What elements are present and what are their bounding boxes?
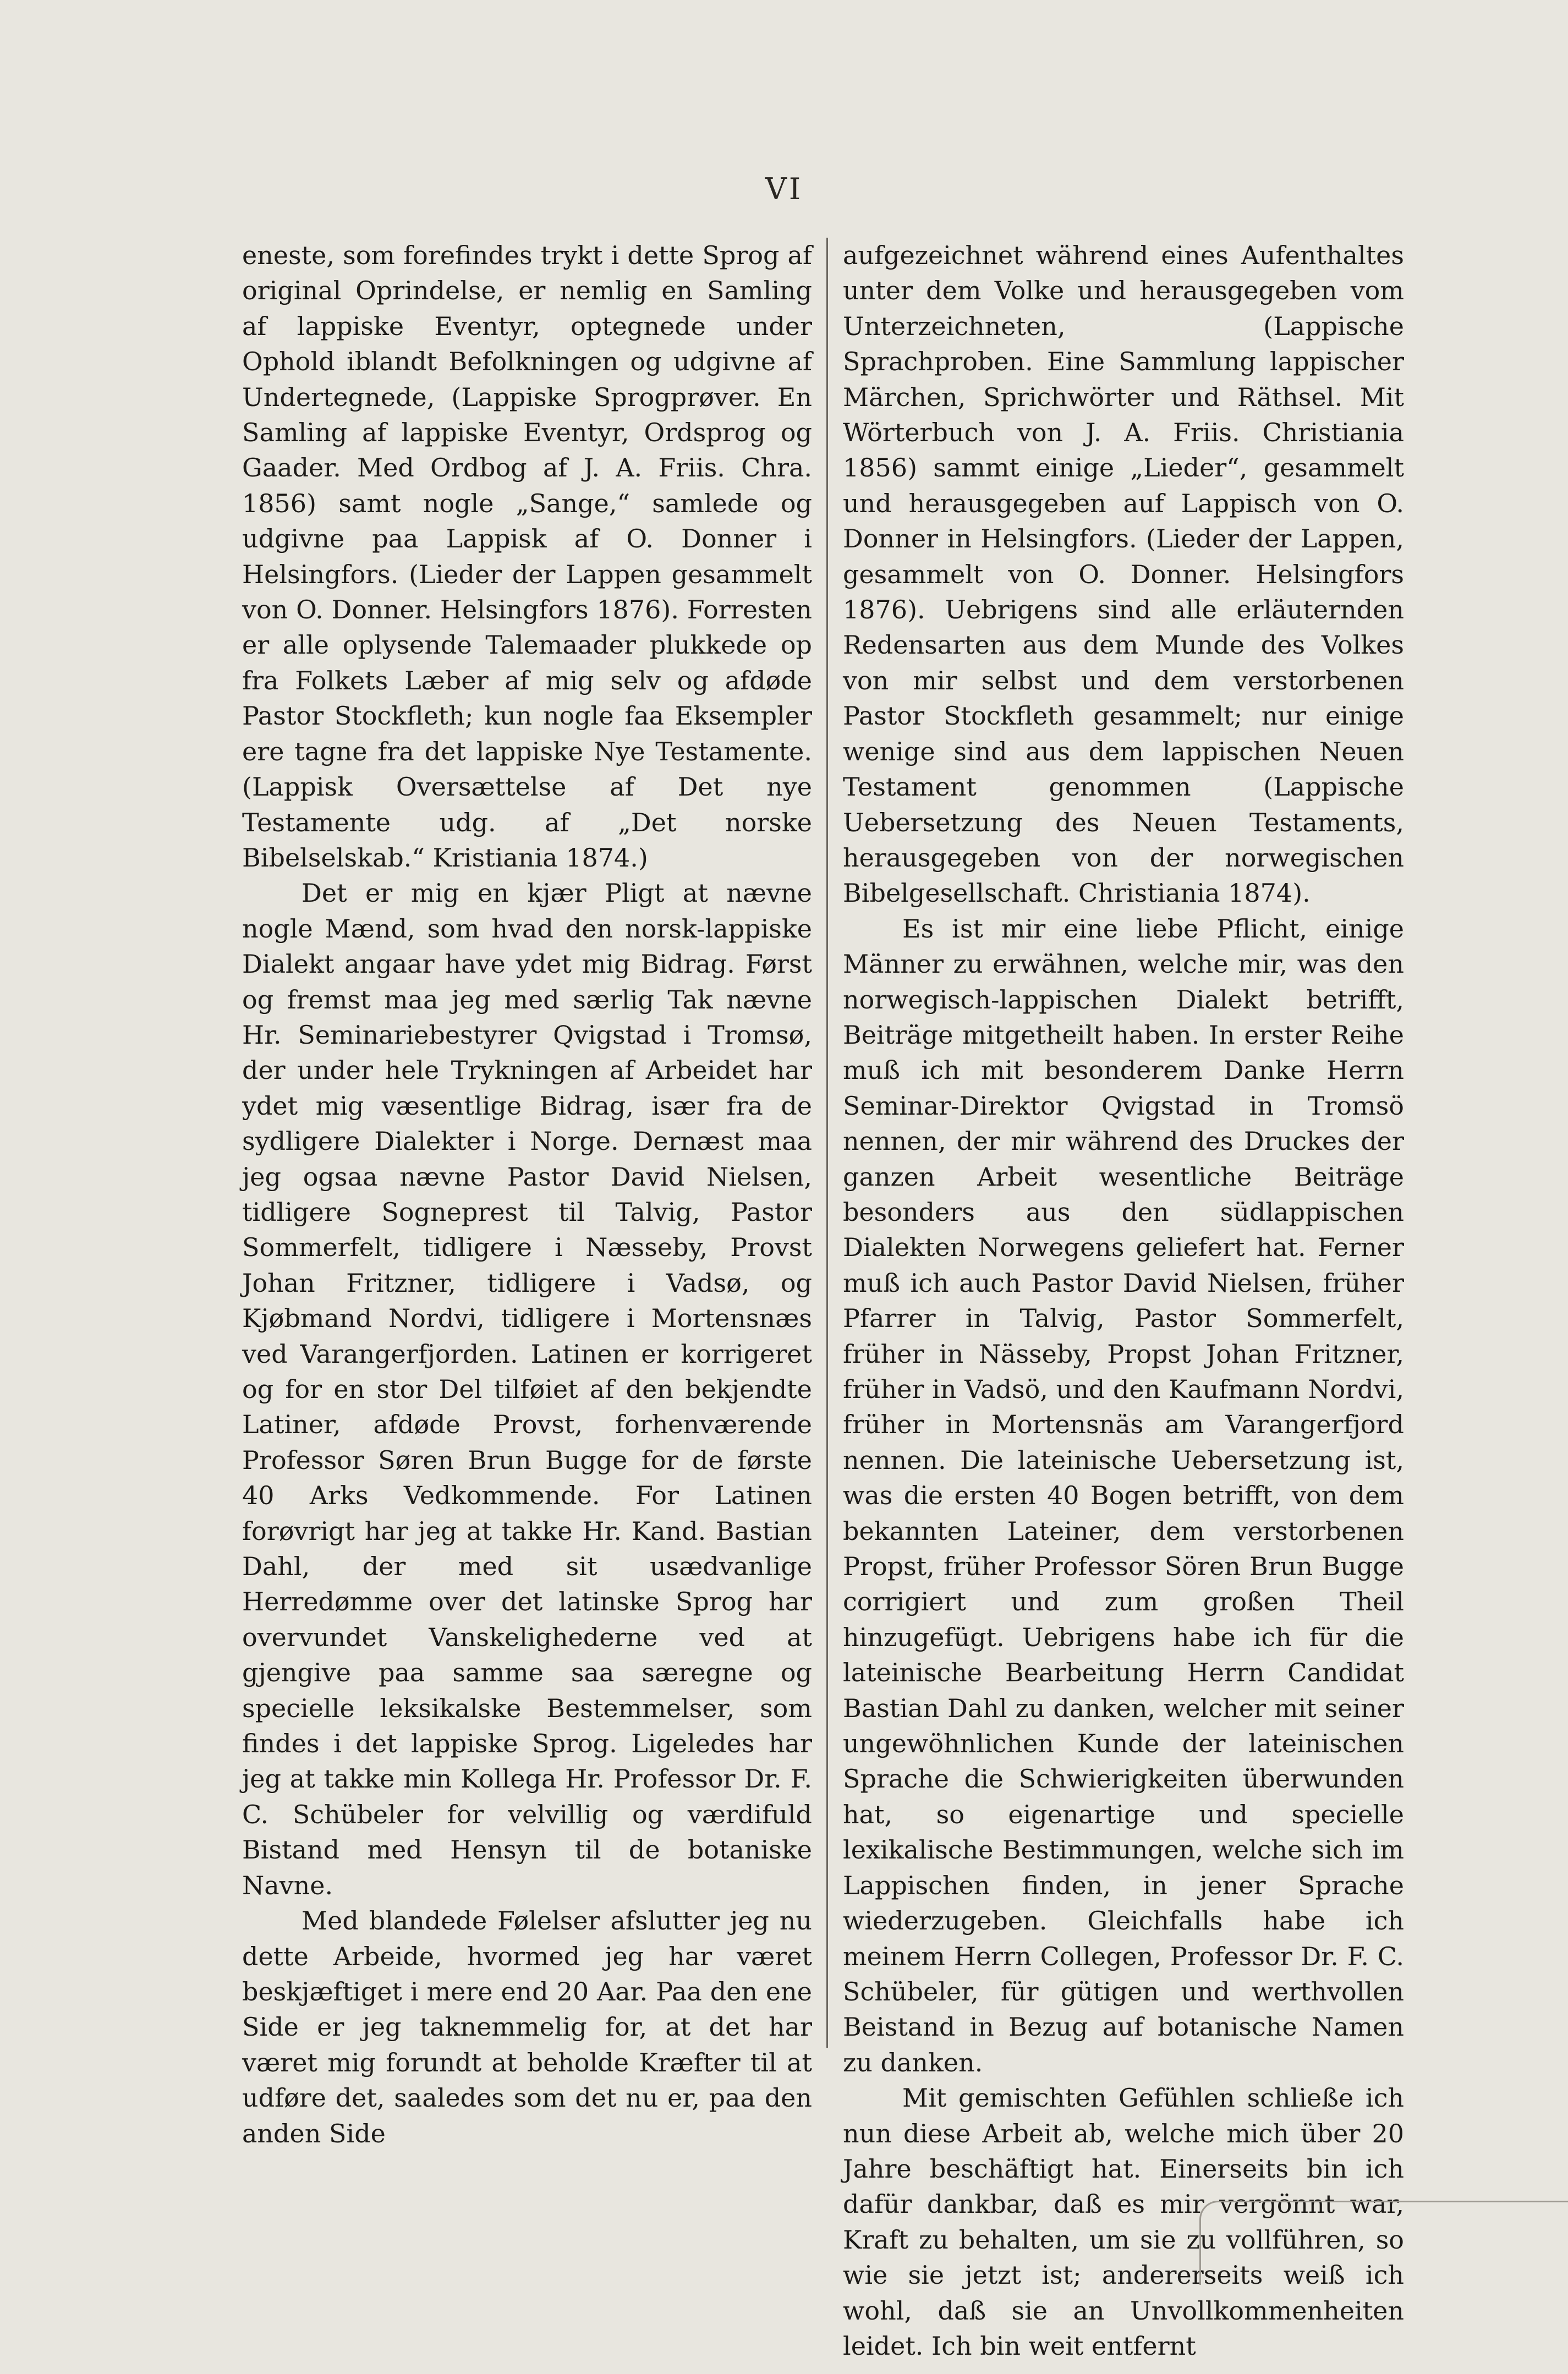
- left-paragraph-1: eneste, som forefindes trykt i dette Sprog af original Oprindelse, er nemlig en Samling af lappiske Eventyr, optegnede under Ophold iblandt Befolkningen og udgivne af Undertegnede, (Lappiske Sprogprøver. En Samling af lappiske Eventyr, Ordsprog og Gaader. Med Ordbog af J. A. Friis. Chra. 1856) samt nogle „Sange,“ samlede og udgivne paa Lappisk af O. Donner i Helsingfors. (Lieder der Lappen gesammelt von O. Donner. Helsingfors 1876). Forresten er alle oplysende Talemaader plukkede op fra Folkets Læber af mig selv og afdøde Pastor Stockfleth; kun nogle faa Eksempler ere tagne fra det lappiske Nye Testamente. (Lappisk Oversættelse af Det nye Testamente udg. af „Det norske Bibelselskab.“ Kristiania 1874.): [242, 240, 812, 873]
- right-column-german: [843, 238, 1404, 2364]
- left-paragraph-2: Det er mig en kjær Pligt at nævne nogle Mænd, som hvad den norsk-lappiske Dialekt angaar have ydet mig Bidrag. Først og fremst maa jeg med særlig Tak nævne Hr. Seminariebestyrer Qvigstad i Tromsø, der under hele Trykningen af Arbeidet har ydet mig væsentlige Bidrag, især fra de sydligere Dialekter i Norge. Dernæst maa jeg ogsaa nævne Pastor David Nielsen, tidligere Sogneprest til Talvig, Pastor Sommerfelt, tidligere i Næsseby, Provst Johan Fritzner, tidligere i Vadsø, og Kjøbmand Nordvi, tidligere i Mortensnæs ved Varangerfjorden. Latinen er korrigeret og for en stor Del tilføiet af den bekjendte Latiner, afdøde Provst, forhenværende Professor Søren Brun Bugge for de første 40 Arks Vedkommende. For Latinen forøvrigt har jeg at takke Hr. Kand. Bastian Dahl, der med sit usædvanlige Herredømme over det latinske Sprog har overvundet Vanskelighederne ved at gjengive paa samme saa særegne og specielle leksikalske Bestemmelser, som findes i det lappiske Sprog. Ligeledes har jeg at takke min Kollega Hr. Professor Dr. F. C. Schübeler for velvillig og værdifuld Bistand med Hensyn til de botaniske Navne.: [242, 878, 812, 1900]
- left-paragraph-3: Med blandede Følelser afslutter jeg nu dette Arbeide, hvormed jeg har været beskjæftiget i mere end 20 Aar. Paa den ene Side er jeg taknemmelig for, at det har været mig forundt at beholde Kræfter til at udføre det, saaledes som det nu er, paa den anden Side: [242, 1906, 812, 2148]
- column-divider: [826, 238, 828, 2048]
- left-column-norwegian: [242, 238, 812, 2151]
- right-paragraph-2: Es ist mir eine liebe Pflicht, einige Männer zu erwähnen, welche mir, was den norwegisch-lappischen Dialekt betrifft, Beiträge mitgetheilt haben. In erster Reihe muß ich mit besonderem Danke Herrn Seminar-Direktor Qvigstad in Tromsö nennen, der mir während des Druckes der ganzen Arbeit wesentliche Beiträge besonders aus den südlappischen Dialekten Norwegens geliefert hat. Ferner muß ich auch Pastor David Nielsen, früher Pfarrer in Talvig, Pastor Sommerfelt, früher in Nässeby, Propst Johan Fritzner, früher in Vadsö, und den Kaufmann Nordvi, früher in Mortensnäs am Varangerfjord nennen. Die lateinische Uebersetzung ist, was die ersten 40 Bogen betrifft, von dem bekannten Lateiner, dem verstorbenen Propst, früher Professor Sören Brun Bugge corrigiert und zum großen Theil hinzugefügt. Uebrigens habe ich für die lateinische Bearbeitung Herrn Candidat Bastian Dahl zu danken, welcher mit seiner ungewöhnlichen Kunde der lateinischen Sprache die Schwierigkeiten überwunden hat, so eigenartige und specielle lexikalische Bestimmungen, welche sich im Lappischen finden, in jener Sprache wiederzugeben. Gleichfalls habe ich meinem Herrn Collegen, Professor Dr. F. C. Schübeler, für gütigen und werthvollen Beistand in Bezug auf botanische Namen zu danken.: [843, 913, 1404, 2077]
- right-paragraph-1: aufgezeichnet während eines Aufenthaltes unter dem Volke und herausgegeben vom Unterzeichneten, (Lappische Sprachproben. Eine Sammlung lappischer Märchen, Sprichwörter und Räthsel. Mit Wörterbuch von J. A. Friis. Christiania 1856) sammt einige „Lieder“, gesammelt und herausgegeben auf Lappisch von O. Donner in Helsingfors. (Lieder der Lappen, gesammelt von O. Donner. Helsingfors 1876). Uebrigens sind alle erläuternden Redensarten aus dem Munde des Volkes von mir selbst und dem verstorbenen Pastor Stockfleth gesammelt; nur einige wenige sind aus dem lappischen Neuen Testament genommen (Lappische Uebersetzung des Neuen Testaments, herausgegeben von der norwegischen Bibelgesellschaft. Christiania 1874).: [843, 240, 1404, 908]
- page-corner-mark: [1199, 2201, 1568, 2285]
- page-number: VI: [765, 172, 803, 206]
- right-paragraph-3: Mit gemischten Gefühlen schließe ich nun diese Arbeit ab, welche mich über 20 Jahre beschäftigt hat. Einerseits bin ich dafür dankbar, daß es mir vergönnt war, Kraft zu behalten, um sie zu vollführen, so wie sie jetzt ist; andererseits weiß ich wohl, daß sie an Unvollkommenheiten leidet. Ich bin weit entfernt: [843, 2083, 1404, 2361]
